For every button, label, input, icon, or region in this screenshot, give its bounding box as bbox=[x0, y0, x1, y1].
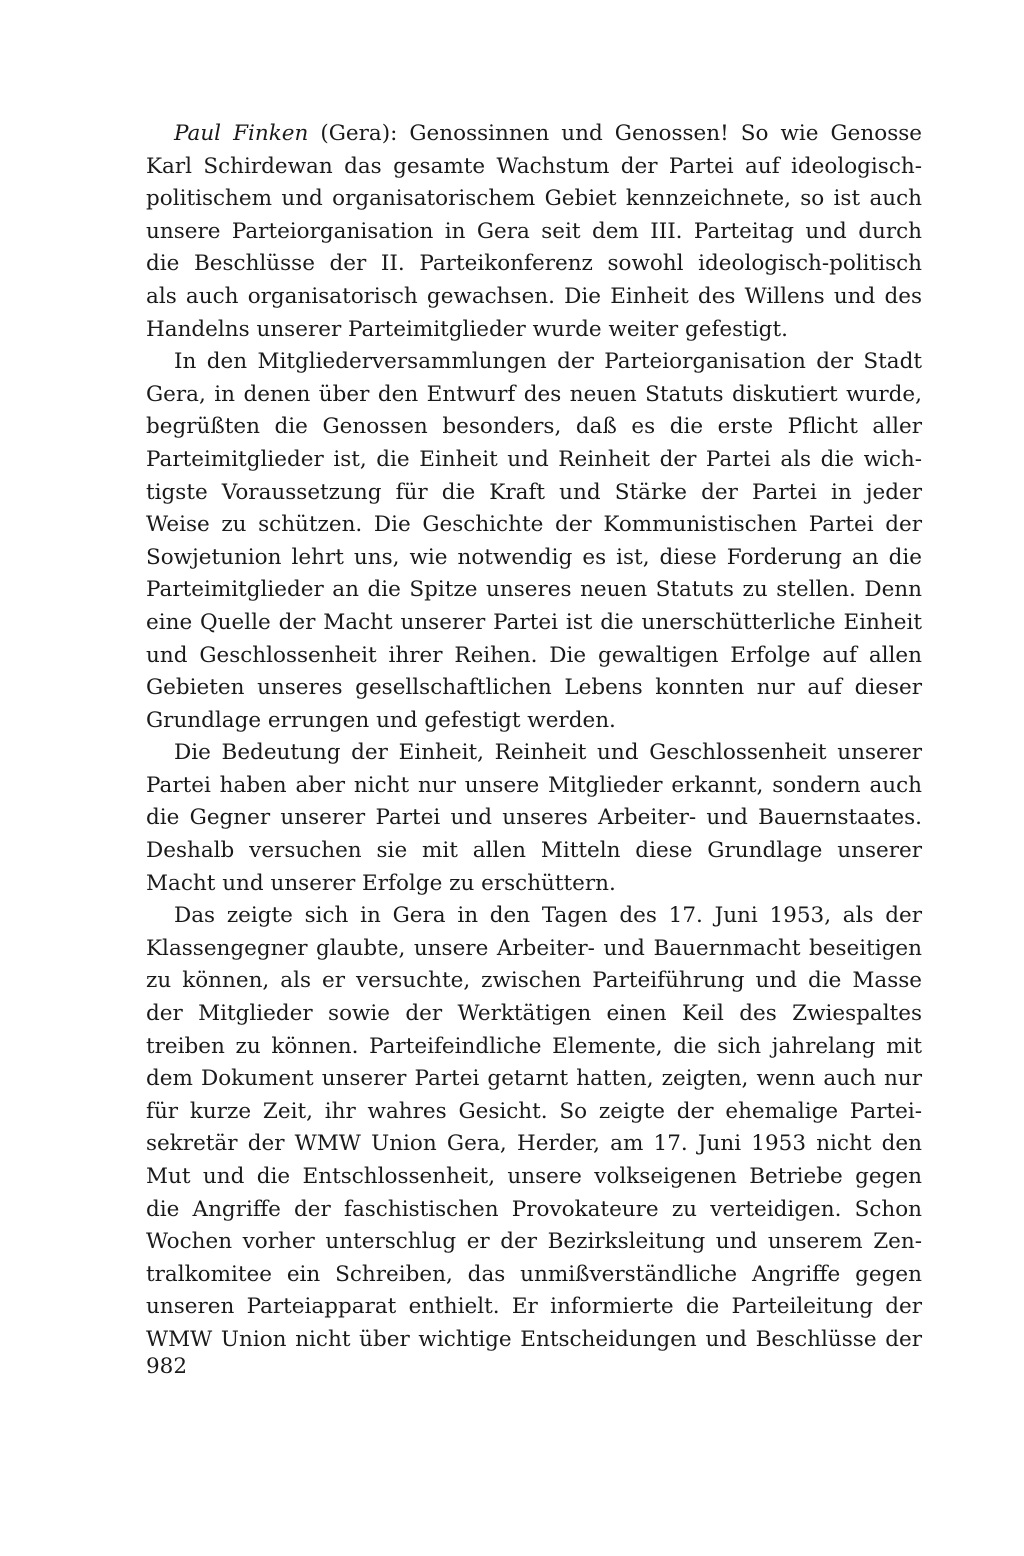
paragraph-2 bbox=[146, 346, 922, 737]
text-line: Partei haben aber nicht nur unsere Mitglieder erkannt, sondern auch bbox=[146, 772, 922, 798]
text-line: tigste Voraussetzung für die Kraft und Stärke der Partei in jeder bbox=[146, 479, 922, 505]
page-number: 982 bbox=[146, 1354, 188, 1379]
text-line bbox=[146, 118, 922, 151]
text-line: die Gegner unserer Partei und unseres Arbeiter- und Bauernstaates. bbox=[146, 805, 922, 831]
text-line: unsere Parteiorganisation in Gera seit dem III. Parteitag und durch bbox=[146, 218, 922, 244]
text-line: WMW Union nicht über wichtige Entscheidungen und Beschlüsse der bbox=[146, 1326, 922, 1352]
text-line: Deshalb versuchen sie mit allen Mitteln diese Grundlage unserer bbox=[146, 838, 922, 864]
paragraph-4 bbox=[146, 900, 922, 1356]
text-line: die Beschlüsse der II. Parteikonferenz sowohl ideologisch-politisch bbox=[146, 251, 922, 277]
text-line: tralkomitee ein Schreiben, das unmißverständliche Angriffe gegen bbox=[146, 1261, 922, 1287]
text-line: Gera, in denen über den Entwurf des neuen Statuts diskutiert wurde, bbox=[146, 381, 922, 407]
text-line: Sowjetunion lehrt uns, wie notwendig es ist, diese Forderung an die bbox=[146, 544, 922, 570]
paragraph-3 bbox=[146, 737, 922, 900]
text-line: Parteimitglieder ist, die Einheit und Reinheit der Partei als die wich- bbox=[146, 446, 922, 472]
text-line: begrüßten die Genossen besonders, daß es die erste Pflicht aller bbox=[146, 414, 922, 440]
text-line: Weise zu schützen. Die Geschichte der Kommunistischen Partei der bbox=[146, 512, 922, 538]
text-line: Parteimitglieder an die Spitze unseres neuen Statuts zu stellen. Denn bbox=[146, 577, 922, 603]
text-line: der Mitglieder sowie der Werktätigen einen Keil des Zwiespaltes bbox=[146, 1001, 922, 1027]
text-line: als auch organisatorisch gewachsen. Die Einheit des Willens und des bbox=[146, 283, 922, 309]
text-line: dem Dokument unserer Partei getarnt hatten, zeigten, wenn auch nur bbox=[146, 1066, 922, 1092]
text-line: Das zeigte sich in Gera in den Tagen des 17. Juni 1953, als der bbox=[174, 903, 922, 929]
text-line-content: (Gera): Genossinnen und Genossen! So wie Genosse bbox=[308, 121, 922, 146]
text-line: Grundlage errungen und gefestigt werden. bbox=[146, 707, 616, 733]
text-line: Wochen vorher unterschlug er der Bezirksleitung und unserem Zen- bbox=[146, 1229, 922, 1255]
text-line: politischem und organisatorischem Gebiet kennzeichnete, so ist auch bbox=[146, 186, 922, 212]
text-line: In den Mitgliederversammlungen der Parteiorganisation der Stadt bbox=[174, 349, 922, 375]
text-line: Mut und die Entschlossenheit, unsere volkseigenen Betriebe gegen bbox=[146, 1164, 922, 1189]
body-text bbox=[146, 118, 922, 1357]
text-line: die Angriffe der faschistischen Provokateure zu verteidigen. Schon bbox=[146, 1196, 922, 1222]
text-line: unseren Parteiapparat enthielt. Er informierte die Parteileitung der bbox=[146, 1294, 922, 1320]
text-line: treiben zu können. Parteifeindliche Elemente, die sich jahrelang mit bbox=[146, 1033, 922, 1059]
paragraph-1 bbox=[146, 118, 922, 346]
text-line: eine Quelle der Macht unserer Partei ist die unerschütterliche Einheit bbox=[146, 609, 922, 635]
text-line: Karl Schirdewan das gesamte Wachstum der Partei auf ideologisch- bbox=[146, 153, 922, 179]
text-line: Die Bedeutung der Einheit, Reinheit und Geschlossenheit unserer bbox=[174, 740, 922, 766]
text-line: zu können, als er versuchte, zwischen Parteiführung und die Masse bbox=[146, 968, 922, 994]
speaker-name: Paul Finken bbox=[174, 121, 309, 146]
text-line: Gebieten unseres gesellschaftlichen Lebens konnten nur auf dieser bbox=[146, 675, 922, 701]
text-line: Klassengegner glaubte, unsere Arbeiter- und Bauernmacht beseitigen bbox=[146, 935, 922, 961]
text-line: und Geschlossenheit ihrer Reihen. Die gewaltigen Erfolge auf allen bbox=[146, 642, 922, 668]
text-line: sekretär der WMW Union Gera, Herder, am 17. Juni 1953 nicht den bbox=[146, 1131, 922, 1157]
text-line: für kurze Zeit, ihr wahres Gesicht. So zeigte der ehemalige Partei- bbox=[146, 1098, 922, 1124]
text-line: Macht und unserer Erfolge zu erschüttern. bbox=[146, 870, 616, 896]
text-line: Handelns unserer Parteimitglieder wurde weiter gefestigt. bbox=[146, 316, 788, 342]
